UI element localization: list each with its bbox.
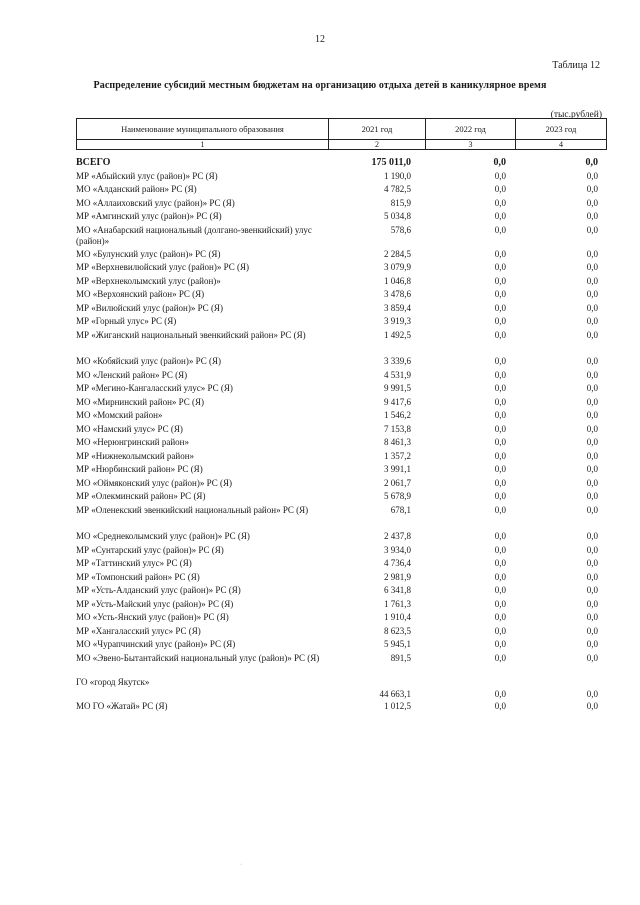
row-value-2023: 0,0 — [586, 184, 598, 194]
row-value-2023: 0,0 — [586, 585, 598, 595]
row-name: МО «Анабарский национальный (долгано-эвенкийский) улус (район)» — [76, 224, 312, 246]
row-value-2022: 0,0 — [494, 356, 506, 366]
row-value-2023: 0,0 — [586, 224, 598, 235]
row-value-2023: 0,0 — [586, 170, 598, 181]
row-value-2022: 0,0 — [494, 289, 506, 299]
row-value-2022: 0,0 — [494, 396, 506, 407]
row-name: МР «Томпонский район» РС (Я) — [76, 571, 200, 582]
table-row — [76, 289, 602, 303]
row-value-2021: 8 461,3 — [384, 437, 411, 447]
row-value-2022: 0,0 — [494, 700, 506, 711]
footer-mark: · — [240, 862, 242, 868]
row-name: МР «Хангаласский улус» РС (Я) — [76, 625, 201, 636]
table-row — [76, 397, 602, 411]
table-row — [76, 531, 602, 545]
row-value-2021: 3 991,1 — [384, 464, 411, 474]
row-value-2022: 0,0 — [494, 302, 506, 313]
row-value-2023: 0,0 — [586, 197, 598, 208]
row-value-2021: 1 761,3 — [384, 598, 411, 609]
table-row — [76, 370, 602, 384]
row-value-2022: 0,0 — [494, 184, 506, 194]
row-value-2021: 1 357,2 — [384, 450, 411, 461]
row-value-2021: 7 153,8 — [384, 423, 411, 434]
row-name: ВСЕГО — [76, 157, 111, 168]
row-value-2022: 0,0 — [494, 625, 506, 636]
row-value-2022: 0,0 — [494, 688, 506, 699]
table-row — [76, 316, 602, 330]
row-name: МР «Вилюйский улус (район)» РС (Я) — [76, 302, 223, 313]
row-value-2021: 44 663,1 — [379, 688, 411, 699]
table-row — [76, 276, 602, 290]
row-value-2022: 0,0 — [494, 329, 506, 340]
row-name: МР «Сунтарский улус (район)» РС (Я) — [76, 544, 224, 555]
row-name: МО ГО «Жатай» РС (Я) — [76, 700, 168, 711]
row-value-2023: 0,0 — [586, 423, 598, 434]
row-name: МО «Среднеколымский улус (район)» РС (Я) — [76, 531, 250, 541]
table-row — [76, 424, 602, 438]
row-value-2021: 1 012,5 — [384, 700, 411, 711]
row-value-2021: 4 782,5 — [384, 184, 411, 194]
row-value-2023: 0,0 — [585, 157, 598, 168]
table-row — [76, 653, 602, 677]
row-value-2021: 1 046,8 — [384, 275, 411, 286]
row-value-2023: 0,0 — [586, 612, 598, 622]
row-gap — [76, 343, 602, 356]
row-value-2023: 0,0 — [586, 248, 598, 259]
row-name: МО «Ленский район» РС (Я) — [76, 369, 188, 380]
row-value-2021: 5 678,9 — [384, 491, 411, 501]
row-value-2021: 6 341,8 — [384, 585, 411, 595]
table-label: Таблица 12 — [552, 60, 600, 71]
row-name: МР «Абыйский улус (район)» РС (Я) — [76, 170, 218, 181]
row-value-2021: 5 945,1 — [384, 639, 411, 649]
table-row — [76, 558, 602, 572]
header-col-number-1: 1 — [77, 140, 329, 150]
row-name: МО «Мирнинский район» РС (Я) — [76, 396, 205, 407]
row-value-2023: 0,0 — [586, 544, 598, 555]
row-value-2022: 0,0 — [494, 316, 506, 326]
table-row — [76, 383, 602, 397]
row-value-2022: 0,0 — [494, 558, 506, 568]
row-value-2021: 3 339,6 — [384, 356, 411, 366]
row-value-2023: 0,0 — [586, 652, 598, 663]
table-row — [76, 585, 602, 599]
row-name: МО «Намский улус» РС (Я) — [76, 423, 183, 434]
row-name: МР «Олекминский район» РС (Я) — [76, 491, 206, 501]
row-name: МР «Верхнеколымский улус (район)» — [76, 275, 221, 286]
row-name: МО «Нерюнгринский район» — [76, 437, 189, 447]
row-value-2023: 0,0 — [586, 558, 598, 568]
table-row — [76, 639, 602, 653]
row-value-2022: 0,0 — [494, 544, 506, 555]
row-value-2022: 0,0 — [494, 369, 506, 380]
table-row — [76, 262, 602, 276]
row-value-2021: 578,6 — [390, 224, 411, 235]
table-body — [76, 157, 602, 714]
row-value-2022: 0,0 — [494, 464, 506, 474]
header-col-number-2: 2 — [329, 140, 426, 150]
row-name: МР «Горный улус» РС (Я) — [76, 316, 177, 326]
table-row — [76, 599, 602, 613]
row-value-2023: 0,0 — [586, 356, 598, 366]
row-name: МР «Таттинский улус» РС (Я) — [76, 558, 192, 568]
row-value-2021: 9 991,5 — [384, 383, 411, 393]
table-header — [76, 118, 607, 150]
row-value-2023: 0,0 — [586, 598, 598, 609]
row-name: МО «Алданский район» РС (Я) — [76, 184, 197, 194]
row-value-2022: 0,0 — [494, 170, 506, 181]
row-value-2023: 0,0 — [586, 369, 598, 380]
row-value-2021: 3 478,6 — [384, 289, 411, 299]
header-2022: 2022 год — [426, 119, 516, 140]
row-value-2022: 0,0 — [494, 450, 506, 461]
table-row — [76, 701, 602, 715]
row-value-2023: 0,0 — [586, 625, 598, 636]
row-value-2023: 0,0 — [586, 450, 598, 461]
row-value-2022: 0,0 — [494, 211, 506, 221]
row-name: МО «Оймяконский улус (район)» РС (Я) — [76, 477, 232, 488]
row-value-2021: 4 736,4 — [384, 558, 411, 568]
table-row — [76, 545, 602, 559]
row-value-2023: 0,0 — [586, 639, 598, 649]
row-name: МО «Момский район» — [76, 410, 163, 420]
row-value-2023: 0,0 — [586, 316, 598, 326]
row-name: МР «Жиганский национальный эвенкийский район» РС (Я) — [76, 329, 306, 340]
row-name: МО «Кобяйский улус (район)» РС (Я) — [76, 356, 221, 366]
row-value-2023: 0,0 — [586, 477, 598, 488]
row-value-2023: 0,0 — [586, 464, 598, 474]
row-value-2021: 2 061,7 — [384, 477, 411, 488]
row-value-2021: 3 919,3 — [384, 316, 411, 326]
table-row — [76, 184, 602, 198]
row-gap — [76, 518, 602, 531]
table-row — [76, 677, 602, 701]
row-name: МО «Аллаиховский улус (район)» РС (Я) — [76, 197, 235, 208]
row-value-2021: 1 190,0 — [384, 170, 411, 181]
row-value-2022: 0,0 — [494, 585, 506, 595]
header-2021: 2021 год — [329, 119, 426, 140]
row-value-2022: 0,0 — [494, 652, 506, 663]
row-value-2023: 0,0 — [586, 504, 598, 515]
row-value-2022: 0,0 — [494, 612, 506, 622]
row-name: МР «Усть-Майский улус (район)» РС (Я) — [76, 598, 234, 609]
table-row — [76, 410, 602, 424]
row-value-2022: 0,0 — [494, 410, 506, 420]
row-value-2022: 0,0 — [494, 437, 506, 447]
row-name: МО «Булунский улус (район)» РС (Я) — [76, 248, 221, 259]
row-value-2023: 0,0 — [586, 410, 598, 420]
row-value-2023: 0,0 — [586, 700, 598, 711]
table-row — [76, 171, 602, 185]
row-value-2021: 2 981,9 — [384, 571, 411, 582]
row-value-2022: 0,0 — [494, 598, 506, 609]
header-col-number-4: 4 — [516, 140, 607, 150]
row-value-2022: 0,0 — [494, 423, 506, 434]
row-value-2021: 8 623,5 — [384, 625, 411, 636]
row-value-2023: 0,0 — [586, 688, 598, 699]
table-row — [76, 437, 602, 451]
row-value-2022: 0,0 — [494, 383, 506, 393]
row-value-2023: 0,0 — [586, 289, 598, 299]
table-row — [76, 572, 602, 586]
row-value-2021: 678,1 — [390, 504, 411, 515]
document-title: Распределение субсидий местным бюджетам на организацию отдыха детей в каникулярное время — [93, 80, 547, 91]
row-name: МР «Мегино-Кангаласский улус» РС (Я) — [76, 383, 233, 393]
row-value-2023: 0,0 — [586, 396, 598, 407]
row-value-2022: 0,0 — [494, 639, 506, 649]
row-value-2023: 0,0 — [586, 383, 598, 393]
row-value-2023: 0,0 — [586, 531, 598, 541]
table-row — [76, 626, 602, 640]
row-value-2021: 2 284,5 — [384, 248, 411, 259]
table-row — [76, 198, 602, 212]
row-value-2023: 0,0 — [586, 302, 598, 313]
row-value-2021: 1 546,2 — [384, 410, 411, 420]
row-value-2021: 4 531,9 — [384, 369, 411, 380]
row-value-2022: 0,0 — [494, 197, 506, 208]
row-value-2023: 0,0 — [586, 571, 598, 582]
table-row — [76, 505, 602, 519]
row-name: МО «Усть-Янский улус (район)» РС (Я) — [76, 612, 229, 622]
row-value-2023: 0,0 — [586, 211, 598, 221]
row-name: МО «Верхоянский район» РС (Я) — [76, 289, 205, 299]
row-value-2021: 891,5 — [390, 652, 411, 663]
row-value-2021: 2 437,8 — [384, 531, 411, 541]
row-value-2023: 0,0 — [586, 275, 598, 286]
table-row — [76, 303, 602, 317]
table-row — [76, 491, 602, 505]
row-value-2022: 0,0 — [494, 531, 506, 541]
row-value-2022: 0,0 — [494, 262, 506, 272]
row-value-2022: 0,0 — [494, 504, 506, 515]
table-row — [76, 612, 602, 626]
units-label: (тыс.рублей) — [550, 110, 602, 120]
row-name: МР «Амгинский улус (район)» РС (Я) — [76, 211, 222, 221]
table-row — [76, 249, 602, 263]
row-value-2022: 0,0 — [494, 224, 506, 235]
row-value-2022: 0,0 — [494, 477, 506, 488]
row-value-2023: 0,0 — [586, 329, 598, 340]
row-value-2021: 3 859,4 — [384, 302, 411, 313]
page-number: 12 — [315, 34, 325, 45]
row-name: МР «Нижнеколымский район» — [76, 450, 195, 461]
row-name: ГО «город Якутск» — [76, 676, 150, 687]
table-row — [76, 225, 602, 249]
table-row — [76, 478, 602, 492]
row-value-2021: 3 934,0 — [384, 544, 411, 555]
row-name: МР «Нюрбинский район» РС (Я) — [76, 464, 203, 474]
row-value-2021: 9 417,6 — [384, 396, 411, 407]
row-value-2023: 0,0 — [586, 437, 598, 447]
row-value-2022: 0,0 — [494, 491, 506, 501]
row-value-2021: 1 910,4 — [384, 612, 411, 622]
table-row — [76, 451, 602, 465]
header-name: Наименование муниципального образования — [77, 119, 329, 140]
row-name: МР «Оленекский эвенкийский национальный район» РС (Я) — [76, 504, 309, 515]
table-row — [76, 157, 602, 171]
row-value-2021: 1 492,5 — [384, 329, 411, 340]
row-value-2021: 3 079,9 — [384, 262, 411, 272]
row-value-2023: 0,0 — [586, 262, 598, 272]
row-value-2021: 175 011,0 — [371, 157, 411, 168]
row-name: МО «Эвено-Бытантайский национальный улус (район)» РС (Я) — [76, 652, 320, 663]
row-value-2021: 815,9 — [390, 197, 411, 208]
row-name: МО «Чурапчинский улус (район)» РС (Я) — [76, 639, 236, 649]
row-value-2021: 5 034,8 — [384, 211, 411, 221]
row-value-2022: 0,0 — [494, 248, 506, 259]
row-value-2022: 0,0 — [493, 157, 506, 168]
row-value-2022: 0,0 — [494, 571, 506, 582]
table-row — [76, 464, 602, 478]
row-name: МР «Верхневилюйский улус (район)» РС (Я) — [76, 262, 249, 272]
table-row — [76, 211, 602, 225]
header-col-number-3: 3 — [426, 140, 516, 150]
table-row — [76, 330, 602, 344]
row-name: МР «Усть-Алданский улус (район)» РС (Я) — [76, 585, 241, 595]
row-value-2023: 0,0 — [586, 491, 598, 501]
row-value-2022: 0,0 — [494, 275, 506, 286]
header-2023: 2023 год — [516, 119, 607, 140]
table-row — [76, 356, 602, 370]
